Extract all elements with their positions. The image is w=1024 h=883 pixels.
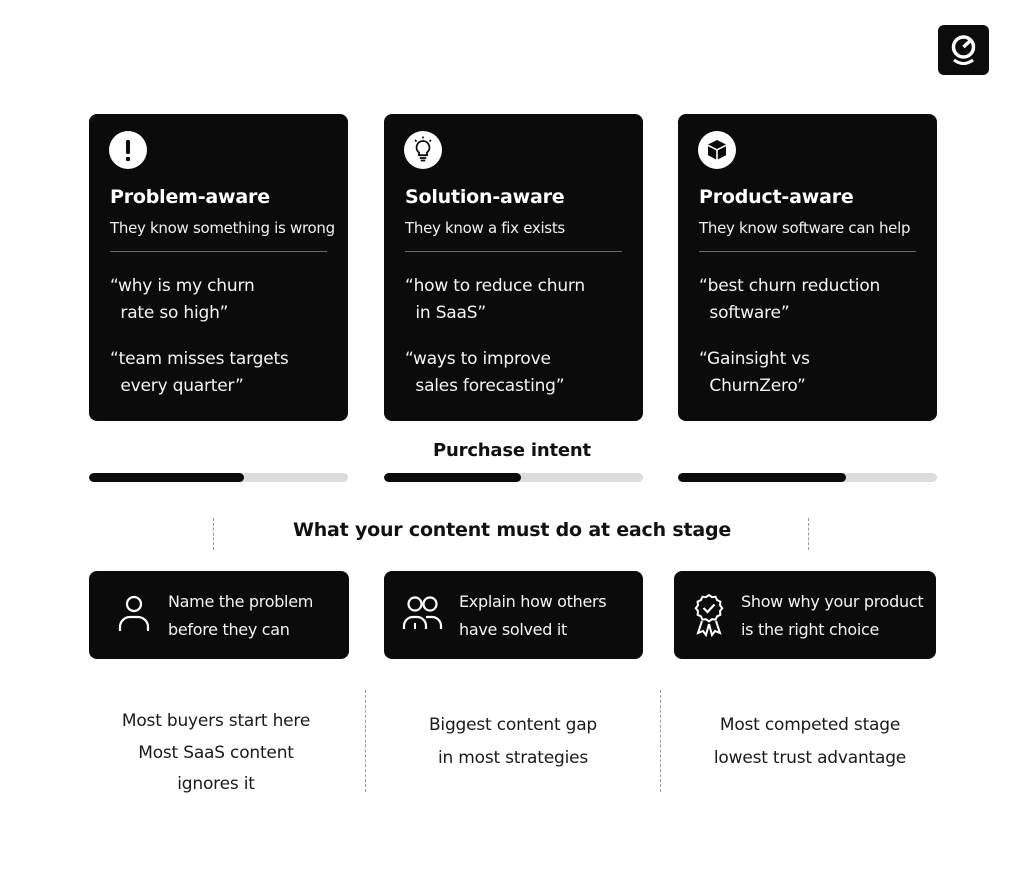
users-icon bbox=[402, 593, 444, 637]
intent-bar-problem bbox=[89, 473, 348, 482]
problem-aware-card bbox=[89, 114, 348, 421]
action-box-show-product bbox=[674, 571, 936, 659]
dashed-divider bbox=[365, 690, 366, 792]
intent-bar-fill bbox=[678, 473, 846, 482]
cube-icon bbox=[698, 131, 736, 169]
brand-logo bbox=[938, 25, 989, 75]
stage-note: Most buyers start here Most SaaS content ignores it bbox=[121, 711, 311, 794]
card-divider bbox=[699, 251, 916, 252]
card-title: Solution-aware bbox=[405, 186, 565, 208]
stage-note: Most competed stage lowest trust advantage bbox=[713, 715, 907, 768]
card-title: Problem-aware bbox=[110, 186, 270, 208]
action-box-explain-others bbox=[384, 571, 643, 659]
intent-bar-product bbox=[678, 473, 937, 482]
card-subtitle: They know software can help bbox=[699, 219, 911, 237]
card-title: Product-aware bbox=[699, 186, 854, 208]
solution-aware-card bbox=[384, 114, 643, 421]
lightbulb-icon bbox=[404, 131, 442, 169]
product-aware-card bbox=[678, 114, 937, 421]
intent-bar-fill bbox=[89, 473, 244, 482]
intent-bar-solution bbox=[384, 473, 643, 482]
search-query-quote: “ways to improve sales forecasting” bbox=[405, 349, 565, 396]
action-box-name-problem bbox=[89, 571, 349, 659]
search-query-quote: “why is my churn rate so high” bbox=[110, 276, 255, 323]
action-text: Explain how others have solved it bbox=[459, 592, 607, 639]
search-query-quote: “team misses targets every quarter” bbox=[110, 349, 289, 396]
award-badge-icon bbox=[693, 593, 725, 641]
action-text: Name the problem before they can bbox=[168, 592, 314, 639]
card-subtitle: They know something is wrong bbox=[110, 219, 335, 237]
intent-bar-fill bbox=[384, 473, 521, 482]
stage-note: Biggest content gap in most strategies bbox=[428, 715, 598, 768]
user-icon bbox=[117, 593, 151, 637]
card-subtitle: They know a fix exists bbox=[405, 219, 565, 237]
action-text: Show why your product is the right choice bbox=[741, 592, 924, 639]
exclamation-icon bbox=[109, 131, 147, 169]
dashed-divider bbox=[660, 690, 661, 792]
card-divider bbox=[405, 251, 622, 252]
purchase-intent-label: Purchase intent bbox=[433, 440, 591, 461]
search-query-quote: “how to reduce churn in SaaS” bbox=[405, 276, 585, 323]
stage-heading: What your content must do at each stage bbox=[292, 519, 732, 541]
search-query-quote: “Gainsight vs ChurnZero” bbox=[699, 349, 810, 396]
card-divider bbox=[110, 251, 327, 252]
search-query-quote: “best churn reduction software” bbox=[699, 276, 881, 323]
